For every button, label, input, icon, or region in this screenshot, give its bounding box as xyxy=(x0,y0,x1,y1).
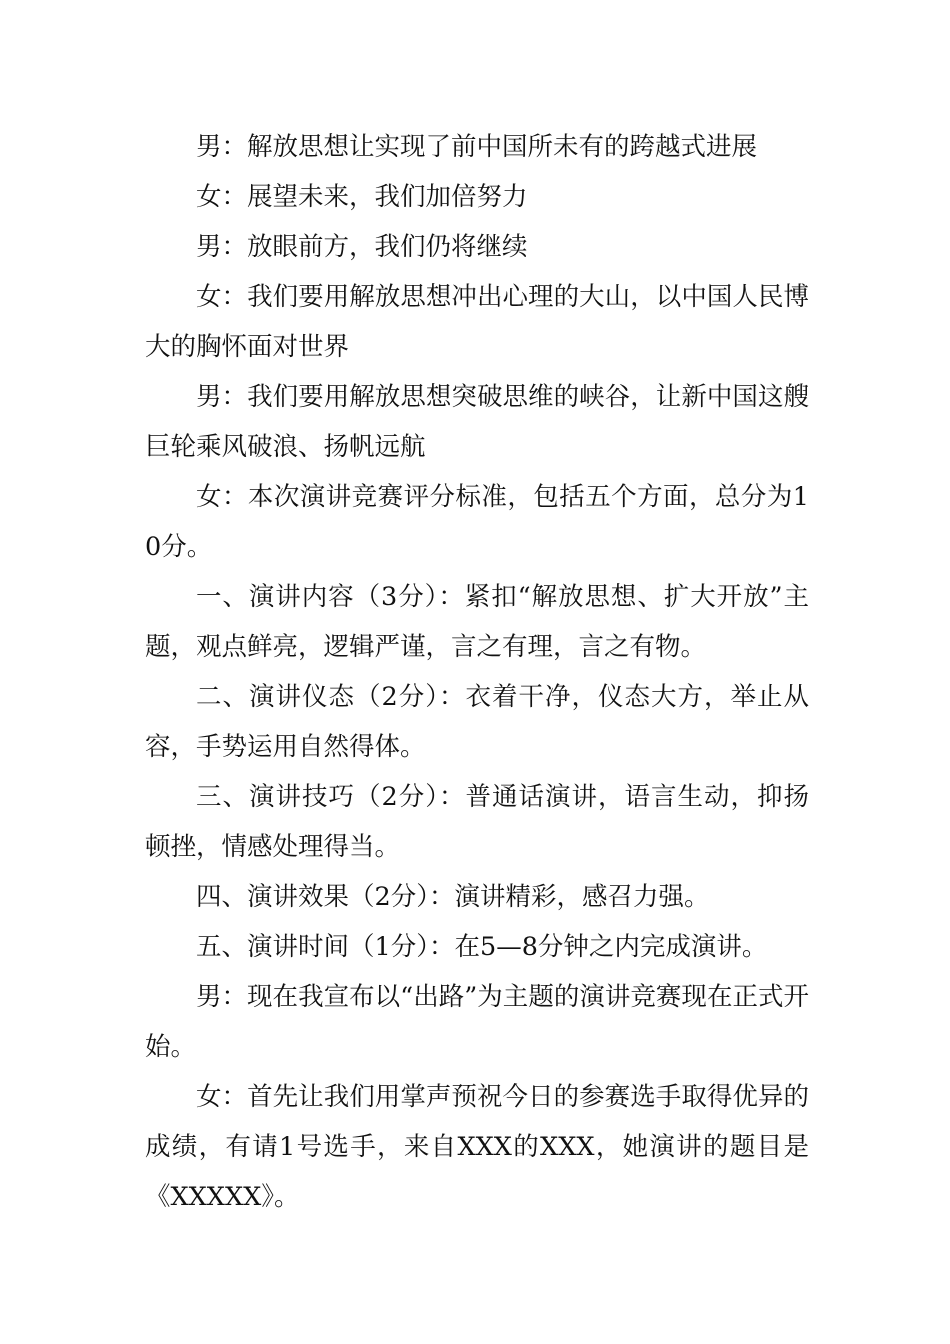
criteria-effect: 四、演讲效果（2分）：演讲精彩，感召力强。 xyxy=(196,882,710,912)
criteria-technique: 三、演讲技巧（2分）：普通话演讲，语言生动，抑扬顿挫，情感处理得当。 xyxy=(145,782,809,862)
paragraph-female-1: 女：展望未来，我们加倍努力 xyxy=(196,182,528,212)
paragraph-female-3: 女：本次演讲竞赛评分标准，包括五个方面，总分为10分。 xyxy=(145,482,809,562)
paragraph-male-2: 男：放眼前方，我们仍将继续 xyxy=(196,232,528,262)
criteria-content: 一、演讲内容（3分）：紧扣“解放思想、扩大开放”主题，观点鲜亮，逻辑严谨，言之有理，言之有物。 xyxy=(145,582,809,662)
criteria-time: 五、演讲时间（1分）：在5—8分钟之内完成演讲。 xyxy=(196,932,768,962)
criteria-demeanor: 二、演讲仪态（2分）：衣着干净，仪态大方，举止从容，手势运用自然得体。 xyxy=(145,682,809,762)
paragraph-male-4: 男：现在我宣布以“出路”为主题的演讲竞赛现在正式开始。 xyxy=(145,982,809,1062)
paragraph-male-1: 男：解放思想让实现了前中国所未有的跨越式进展 xyxy=(196,132,758,162)
paragraph-female-4: 女：首先让我们用掌声预祝今日的参赛选手取得优异的成绩，有请1号选手，来自XXX的XXX，她演讲的题目是《XXXXX》。 xyxy=(145,1082,809,1212)
paragraph-male-3: 男：我们要用解放思想突破思维的峡谷，让新中国这艘巨轮乘风破浪、扬帆远航 xyxy=(145,382,809,462)
paragraph-female-2: 女：我们要用解放思想冲出心理的大山，以中国人民博大的胸怀面对世界 xyxy=(145,282,809,362)
document-body xyxy=(145,122,809,1222)
